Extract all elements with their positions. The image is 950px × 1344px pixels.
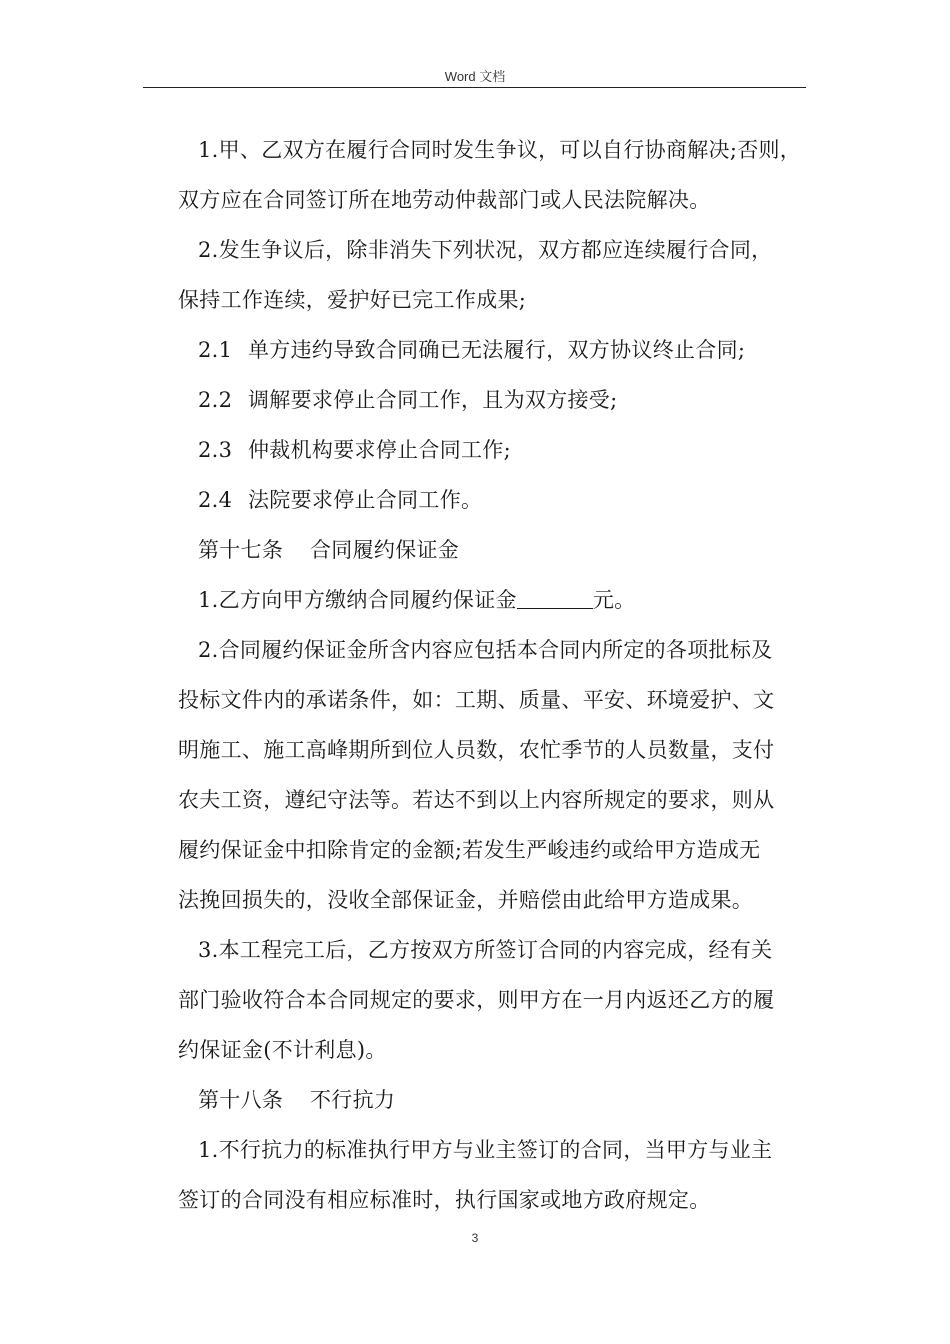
page-number: 3 [471,1231,479,1245]
list-item-text: 调解要求停止合同工作，且为双方接受; [248,388,618,412]
list-item [198,387,617,413]
paragraph-line: 农夫工资，遵纪守法等。若达不到以上内容所规定的要求，则从 [178,788,775,812]
paragraph-line: 法挽回损失的，没收全部保证金，并赔偿由此给甲方造成果。 [178,888,754,912]
paragraph-line: 2.发生争议后，除非消失下列状况，双方都应连续履行合同， [198,238,773,262]
article-number: 第十八条 [198,1088,284,1112]
list-item-text: 仲裁机构要求停止合同工作; [248,438,511,462]
paragraph-line: 3.本工程完工后，乙方按双方所签订合同的内容完成，经有关 [198,938,773,962]
list-item-number: 2.1 [198,338,233,362]
amount-blank [517,588,593,609]
paragraph-line [198,587,635,613]
paragraph-line: 2.合同履约保证金所含内容应包括本合同内所定的各项批标及 [198,638,773,662]
list-item-text: 法院要求停止合同工作。 [248,488,483,512]
paragraph-line: 双方应在合同签订所在地劳动仲裁部门或人民法院解决。 [178,188,711,212]
article-number: 第十七条 [198,538,284,562]
deposit-unit: 元。 [592,588,636,612]
list-item [198,337,745,363]
article-heading [198,1087,395,1113]
paragraph-line: 履约保证金中扣除肯定的金额;若发生严峻违约或给甲方造成无 [178,838,761,862]
paragraph-line: 保持工作连续，爱护好已完工作成果; [178,288,527,312]
list-item [198,487,482,513]
paragraph-line: 签订的合同没有相应标准时，执行国家或地方政府规定。 [178,1188,711,1212]
list-item-number: 2.3 [198,438,233,462]
deposit-text: 1.乙方向甲方缴纳合同履约保证金 [198,588,517,612]
article-title: 不行抗力 [310,1088,396,1112]
paragraph-line: 部门验收符合本合同规定的要求，则甲方在一月内返还乙方的履 [178,988,775,1012]
article-title: 合同履约保证金 [310,538,460,562]
paragraph-line: 明施工、施工高峰期所到位人员数，农忙季节的人员数量，支付 [178,738,775,762]
list-item-number: 2.2 [198,388,233,412]
paragraph-line: 1.甲、乙双方在履行合同时发生争议，可以自行协商解决;否则， [198,138,802,162]
list-item [198,437,511,463]
page-header: Word 文档 [444,69,506,84]
list-item-text: 单方违约导致合同确已无法履行，双方协议终止合同; [248,338,746,362]
article-heading [198,537,459,563]
list-item-number: 2.4 [198,488,233,512]
paragraph-line: 投标文件内的承诺条件，如：工期、质量、平安、环境爱护、文 [178,688,775,712]
paragraph-line: 1.不行抗力的标准执行甲方与业主签订的合同，当甲方与业主 [198,1138,773,1162]
header-divider [143,87,806,88]
paragraph-line: 约保证金(不计利息)。 [178,1038,387,1062]
